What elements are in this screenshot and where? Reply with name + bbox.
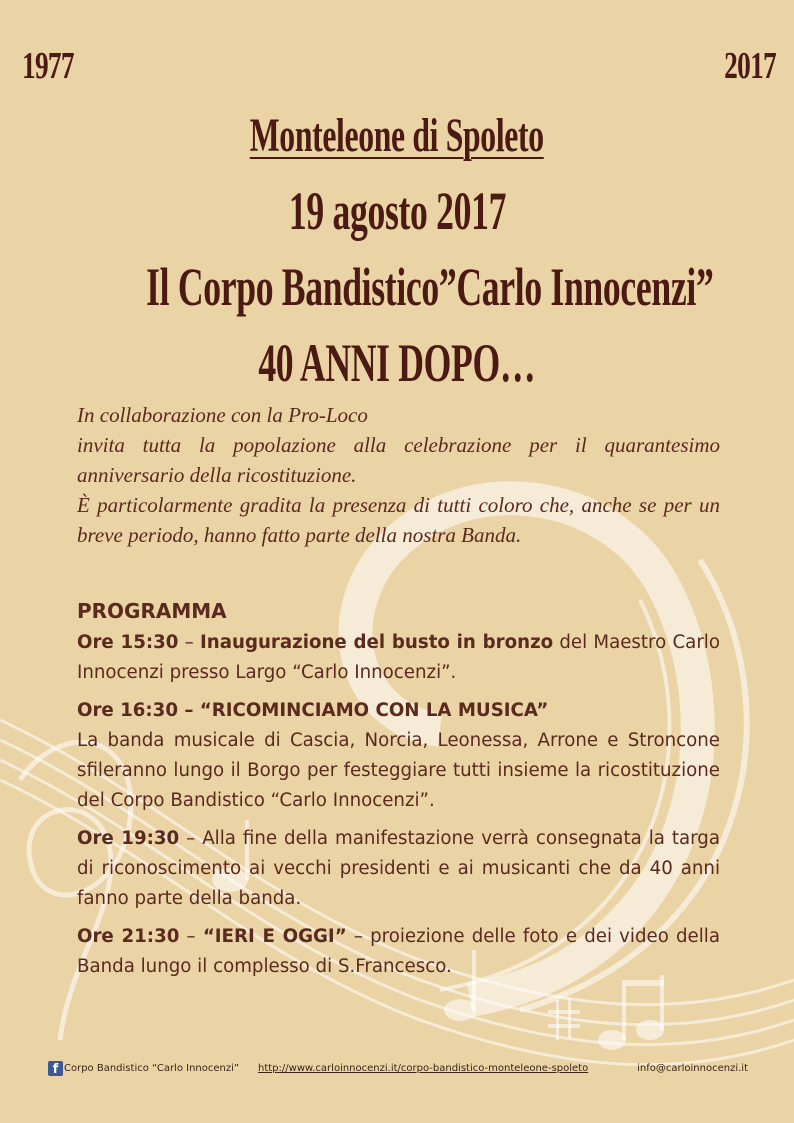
year-end: 2017 — [724, 45, 776, 87]
programme-item-title: “RICOMINCIAMO CON LA MUSICA” — [199, 700, 549, 721]
programme-item: Ore 19:30 – Alla fine della manifestazione verrà consegnata la targa di riconoscimento ai vecchi presidenti e ai musicanti che da 40 anni fanno parte della banda. — [77, 828, 720, 909]
programme-section — [77, 596, 720, 990]
programme-heading: PROGRAMMA — [77, 599, 227, 623]
title-anniversary: 40 ANNI DOPO… — [258, 333, 536, 393]
programme-item-time: Ore 15:30 — [77, 632, 179, 653]
programme-item: Ore 16:30 – “RICOMINCIAMO CON LA MUSICA” La banda musicale di Cascia, Norcia, Leonessa, Arrone e Stroncone sfileranno lungo il Borgo per festeggiare tutti insieme la ricostituzione del Corpo Bandistico “Carlo Innocenzi”. — [77, 700, 720, 811]
intro-paragraph-1: In collaborazione con la Pro-Loco invita tutta la popolazione alla celebrazione per il quarantesimo anniversario della ricostituzione. — [77, 403, 720, 487]
year-start: 1977 — [22, 45, 74, 87]
programme-item-text: del Maestro Carlo Innocenzi presso Largo “Carlo Innocenzi”. — [77, 632, 720, 683]
title-band: Il Corpo Bandistico”Carlo Innocenzi” — [146, 257, 714, 317]
programme-item-text: Alla fine della manifestazione verrà consegnata la targa di riconoscimento ai vecchi presidenti e ai musicanti che da 40 anni fanno parte della banda. — [77, 828, 720, 909]
programme-item-title: Inaugurazione del busto in bronzo — [200, 632, 554, 653]
facebook-page-link[interactable]: Corpo Bandistico “Carlo Innocenzi” — [64, 1063, 240, 1074]
facebook-icon[interactable]: f — [48, 1061, 63, 1076]
programme-item-time: Ore 19:30 — [77, 828, 180, 849]
programme-item-time: Ore 16:30 — [77, 700, 178, 721]
programme-item-text: La banda musicale di Cascia, Norcia, Leonessa, Arrone e Stroncone sfileranno lungo il Borgo per festeggiare tutti insieme la ricostituzione del Corpo Bandistico “Carlo Innocenzi”. — [77, 730, 720, 811]
title-location: Monteleone di Spoleto — [249, 109, 545, 162]
programme-item: Ore 15:30 – Inaugurazione del busto in bronzo del Maestro Carlo Innocenzi presso Largo “Carlo Innocenzi”. — [77, 632, 720, 683]
footer — [0, 1061, 794, 1081]
website-link[interactable]: http://www.carloinnocenzi.it/corpo-bandistico-monteleone-spoleto — [258, 1063, 589, 1074]
intro-paragraph-2: È particolarmente gradita la presenza di tutti coloro che, anche se per un breve periodo, hanno fatto parte della nostra Banda. — [77, 493, 720, 547]
programme-item-time: Ore 21:30 — [77, 926, 180, 947]
programme-item-title: “IERI E OGGI” — [202, 926, 347, 947]
email-link[interactable]: info@carloinnocenzi.it — [637, 1063, 748, 1074]
title-date: 19 agosto 2017 — [288, 181, 506, 241]
programme-item-text: – proiezione delle foto e dei video della Banda lungo il complesso di S.Francesco. — [77, 926, 720, 977]
programme-item: Ore 21:30 – “IERI E OGGI” – proiezione delle foto e dei video della Banda lungo il complesso di S.Francesco. — [77, 926, 720, 977]
intro-text — [77, 400, 720, 550]
